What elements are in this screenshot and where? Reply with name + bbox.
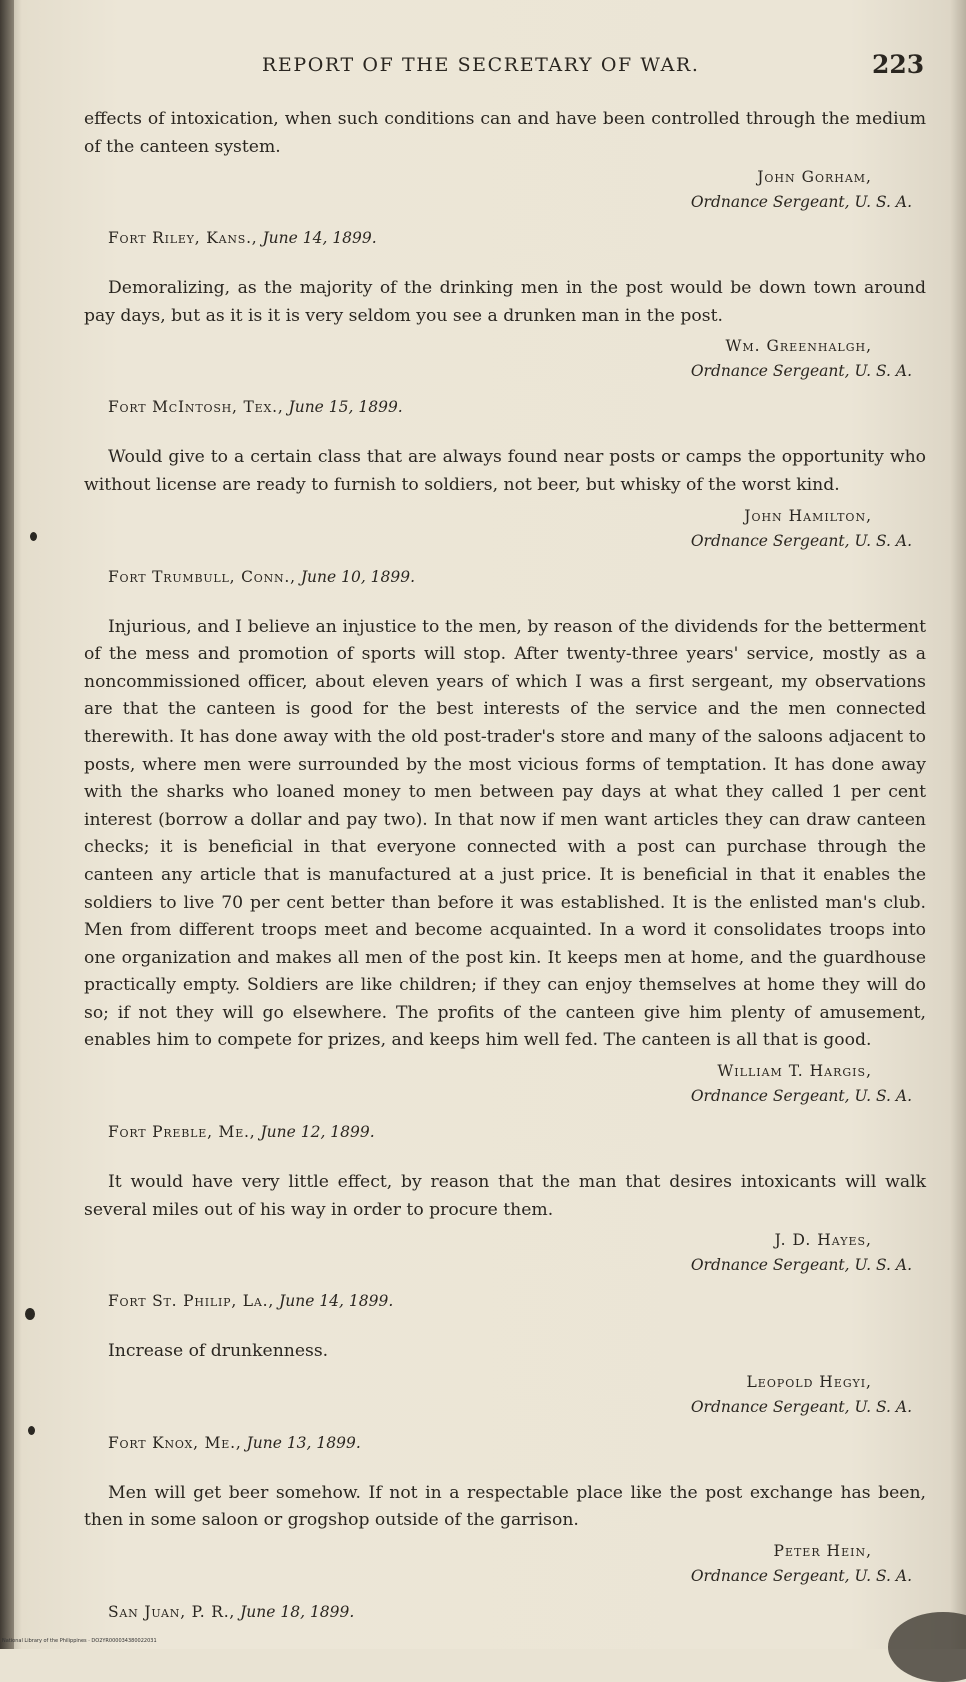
signature-title: Ordnance Sergeant, U. S. A. [690,531,912,550]
dateline-date: June 14, 1899. [279,1292,394,1311]
letter-entry [84,614,926,1146]
letter-entry [84,1480,926,1625]
signature-block [84,504,912,554]
letter-entry [84,1338,926,1456]
signature-name: J. D. Hayes, [774,1231,872,1250]
entry-paragraph: effects of intoxication, when such conditions can and have been controlled through the medium of the canteen system. [84,109,926,157]
page-body [84,106,926,1649]
signature-name: John Hamilton, [744,506,872,525]
signature-name: John Gorham, [757,168,872,187]
signature-block [84,1539,912,1589]
signature-name: Peter Hein, [773,1542,872,1561]
page-number: 223 [872,50,925,79]
dateline-date: June 18, 1899. [240,1603,355,1622]
page-header [0,50,966,84]
dateline-date: June 10, 1899. [300,567,416,586]
signature-title: Ordnance Sergeant, U. S. A. [690,1567,912,1586]
signature-block [84,1059,912,1109]
dateline [108,225,926,251]
signature-name: Wm. Greenhalgh, [725,337,872,356]
signature-title: Ordnance Sergeant, U. S. A. [690,1256,912,1275]
dateline [108,1430,926,1456]
signature-title: Ordnance Sergeant, U. S. A. [690,1397,912,1416]
dateline-date: June 13, 1899. [246,1433,361,1452]
dateline [108,1599,926,1625]
dateline-date: June 15, 1899. [288,398,403,417]
dateline [108,394,926,420]
book-spine-shadow [0,0,14,1649]
dateline [108,1288,926,1314]
signature-name: William T. Hargis, [717,1062,872,1081]
ink-speck [30,532,37,541]
signature-title: Ordnance Sergeant, U. S. A. [690,362,912,381]
dateline-place: Fort Preble, Me., [108,1123,256,1142]
dateline-place: Fort McIntosh, Tex., [108,398,284,417]
entry-paragraph: Demoralizing, as the majority of the drinking men in the post would be down town around pay days, but as it is it is very seldom you see a drunken man in the post. [84,278,926,326]
dateline-place: Fort Knox, Me., [108,1433,242,1452]
signature-block [84,1370,912,1420]
dateline-place: Fort Riley, Kans., [108,229,258,248]
scan-credit: National Library of the Philippines · DO2YR000034380022031 [2,1638,157,1644]
ink-speck [28,1426,35,1435]
signature-block [84,165,912,215]
entry-paragraph: Men will get beer somehow. If not in a respectable place like the post exchange has been, then in some saloon or grogshop outside of the garrison. [84,1482,926,1531]
running-title: REPORT OF THE SECRETARY OF WAR. [262,54,700,76]
dateline-place: San Juan, P. R., [108,1603,236,1622]
letter-entry [84,1169,926,1314]
ink-speck [25,1308,35,1320]
letter-entry [84,275,926,420]
signature-block [84,1228,912,1278]
dateline-place: Fort Trumbull, Conn., [108,567,296,586]
entry-paragraph: Injurious, and I believe an injustice to the men, by reason of the dividends for the betterment of the mess and promotion of sports will stop. After twenty-three years' service, mostly as a noncommissioned officer, about eleven years of which I was a first sergeant, my observations are that the canteen is good for the best interests of the service and the men connected therewith. It has done away with the old post-trader's store and many of the saloons adjacent to posts, where men were surrounded by the most vicious forms of temptation. It has done away with the sharks who loaned money to men between pay days at what they called 1 per cent interest (borrow a dollar and pay two). In that now if men want articles they can draw canteen checks; it is beneficial in that everyone connected with a post can purchase through the canteen any article that is manufactured at a just price. It is beneficial in that it enables the soldiers to live 70 per cent better than before it was established. It is the enlisted man's club. Men from different troops meet and become acquainted. In a word it consolidates troops into one organization and makes all men of the post kin. It keeps men at home, and the guardhouse practically empty. Soldiers are like children; if they can enjoy themselves at home they will do so; if not they will go elsewhere. The profits of the canteen give him plenty of amusement, enables him to compete for prizes, and keeps him well fed. The canteen is all that is good. [84,616,926,1051]
letter-entry [84,444,926,589]
entry-paragraph: It would have very little effect, by reason that the man that desires intoxicants will walk several miles out of his way in order to procure them. [84,1172,926,1220]
dateline-date: June 12, 1899. [260,1123,375,1142]
entry-paragraph: Increase of drunkenness. [108,1341,329,1362]
dateline-date: June 14, 1899. [262,229,377,248]
dateline [108,564,926,590]
signature-block [84,334,912,384]
dateline-place: Fort St. Philip, La., [108,1292,275,1311]
letter-entry [84,106,926,251]
signature-name: Leopold Hegyi, [746,1372,872,1391]
entry-paragraph: Would give to a certain class that are always found near posts or camps the opportunity who without license are ready to furnish to soldiers, not beer, but whisky of the worst kind. [84,447,926,495]
dateline [108,1119,926,1145]
signature-title: Ordnance Sergeant, U. S. A. [690,193,912,212]
signature-title: Ordnance Sergeant, U. S. A. [690,1087,912,1106]
